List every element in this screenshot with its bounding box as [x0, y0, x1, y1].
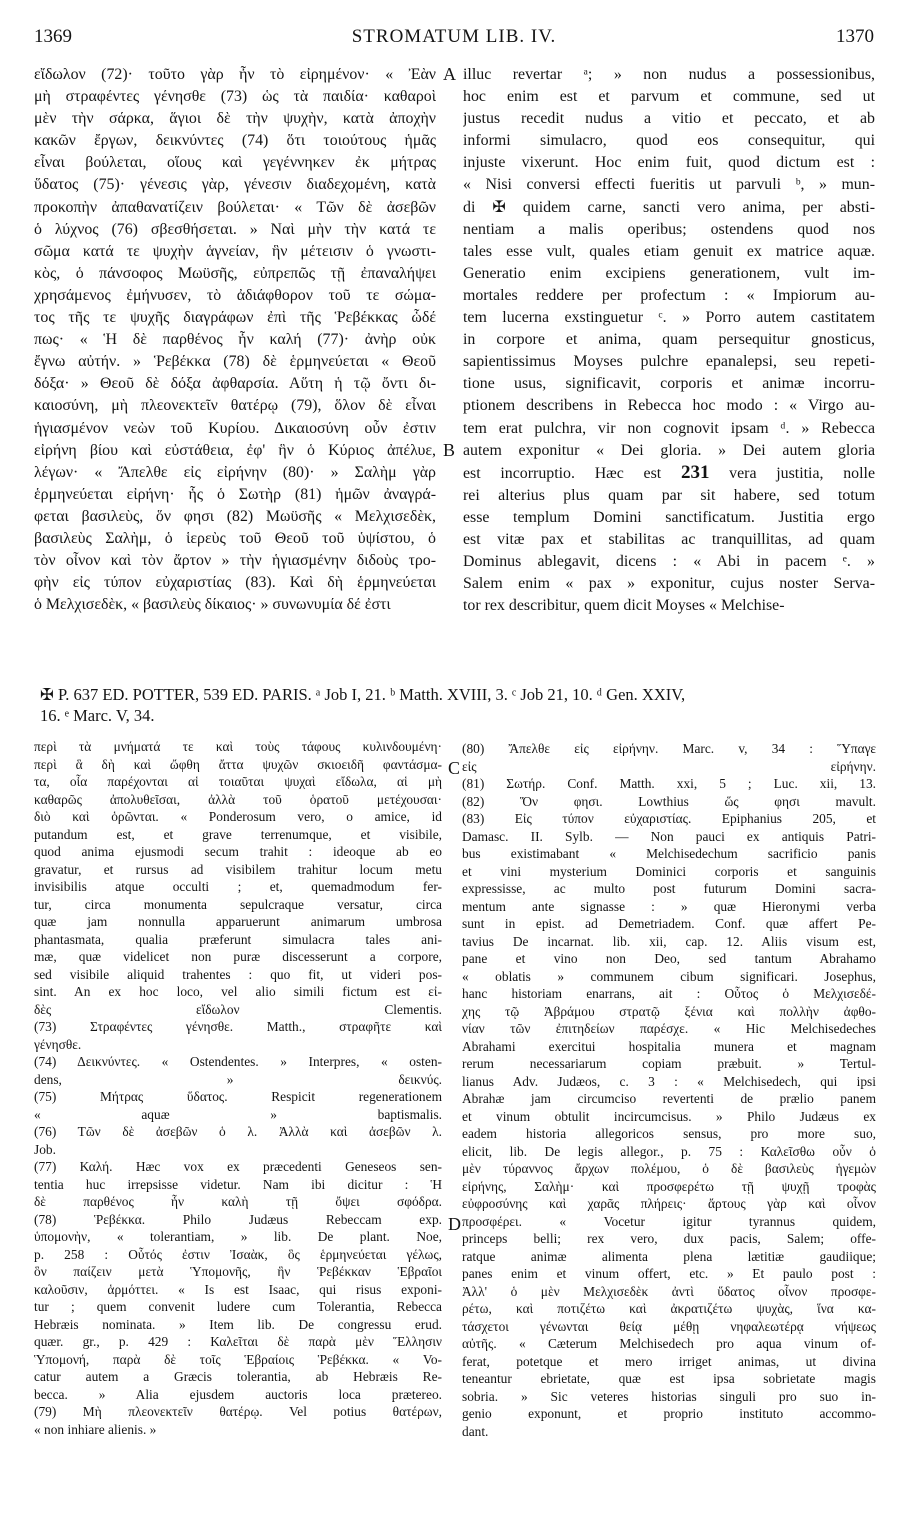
latin-text-line: Salem enim « pax » exponitur, cujus noster Serva- — [463, 575, 875, 593]
footnote-line: sint. An ex hoc loco, vel alio simili fictum est εἰ- — [34, 984, 442, 999]
footnote-line: « oblatis » communem cibum significari. Josephus, — [462, 968, 876, 984]
footnote-line: gravatur, et rursus ad visibilem trahitur locum metu — [34, 861, 442, 877]
greek-text-line: ὁ Μελχισεδὲκ, « βασιλεὺς δίκαιος· » συνωνυμία δέ ἐστι — [34, 596, 391, 614]
greek-text-line: εἴδωλον (72)· τοῦτο γὰρ ἦν τὸ εἰρημένον· « Ἐὰν — [34, 66, 436, 83]
greek-text-line: ἡγιασμένον νεὼν τοῦ Κυρίου. Δικαιοσύνη οὖν ἐστιν — [34, 419, 436, 437]
footnote-line: Hebræis nominata. » Item lib. De congressu erud. — [34, 1316, 442, 1332]
latin-text-line: tione usus, significavit, corporis et animæ incorru- — [463, 375, 875, 393]
footnote-line: tavius De incarnat. lib. xii, cap. 12. Aliis visum est, — [462, 933, 876, 949]
latin-text-line: di ✠ quidem carne, sancti vero anima, per absti- — [463, 198, 875, 216]
footnote-line: lianus Adv. Judæos, c. 3 : « Melchisedech, qui ipsi — [462, 1073, 876, 1089]
footnote-line: tur, circa monumenta sepulcraque versatur, circa — [34, 896, 442, 912]
latin-text-line: illuc revertar ᵃ; » non nudus a possessionibus, — [463, 66, 875, 83]
footnote-line: bus existimabant « Melchisedechum sacrificio panis — [462, 846, 876, 861]
edition-note-line-1: ✠ P. 637 ED. POTTER, 539 ED. PARIS. ᵃ Job I, 21. ᵇ Matth. XVIII, 3. ᶜ Job 21, 10. ᵈ Gen. XXIV, — [40, 685, 686, 704]
latin-text-line: est vitæ pax et stabilitas ac tranquillitas, ad quam — [463, 530, 875, 548]
footnote-line: Damasc. II. Sylb. — Non pauci ex antiquis Patri- — [462, 828, 876, 844]
footnote-line: τάσχετοι γένωνται θείᾳ μέθῃ νηφαλεωτέρᾳ νήψεως — [462, 1318, 876, 1334]
latin-text-segment: est incorruptio. Hæc est — [463, 464, 681, 482]
greek-text-column — [34, 64, 436, 616]
greek-text-line: κακῶν ἔργων, δεικνύντες (74) ὅτι τοιούτους ἡμᾶς — [34, 132, 436, 150]
footnote-line: (76) Τῶν δὲ ἀσεβῶν ὁ λ. Ἀλλὰ καὶ ἀσεβῶν λ. — [34, 1124, 442, 1139]
greek-text-line: πως· « Ἡ δὲ παρθένος ἦν καλή (77)· ἀνὴρ οὐκ — [34, 331, 436, 349]
latin-text-line: hoc enim est et parvum et commune, sed ut — [463, 88, 875, 106]
greek-text-line: βασιλεὺς Σαλὴμ, ὁ ἱερεὺς τοῦ Θεοῦ τοῦ ὑψίστου, ὁ — [34, 529, 436, 547]
footnote-line: becca. » Alia ejusdem auctoris loca prætereo. — [34, 1386, 442, 1402]
footnote-line: νίαν τῶν ἐπιτηδείων παρέσχε. « Hic Melchisedeches — [462, 1021, 876, 1036]
footnote-line: εἰς εἰρήνην. — [462, 758, 876, 774]
footnote-line: putandum est, et grave terrenumque, et visibile, — [34, 826, 442, 842]
latin-text-line: Dominus ablegavit, dicens : « Abi in pacem ᵉ. » — [463, 553, 875, 571]
footnote-line: panes enim et vinum offert, etc. » Et paulo post : — [462, 1266, 876, 1281]
footnote-line: (73) Στραφέντες γένησθε. Matth., στραφῆτε καὶ — [34, 1019, 442, 1034]
footnote-line: περὶ ἃ δὴ καὶ ὤφθη ἄττα ψυχῶν σκιοειδῆ φαντάσμα- — [34, 756, 442, 772]
footnote-line: ferat, potetque et mero irriget animas, ut divina — [462, 1353, 876, 1369]
edition-reference-note — [40, 684, 878, 726]
footnote-line: « non inhiare alienis. » — [34, 1421, 157, 1437]
footnote-line: Ὑπομονή, παρὰ δὲ τοῖς Ἑβραίοις Ῥεβέκκα. « Vo- — [34, 1351, 442, 1367]
greek-text-line: κὸς, ὁ πάνσοφος Μωϋσῆς, εὐπρεπῶς τῇ ἐπαναλήψει — [34, 264, 436, 282]
greek-text-line: λέγων· « Ἄπελθε εἰς εἰρήνην (80)· » Σαλὴμ γὰρ — [34, 463, 436, 481]
footnote-line: tentia huc irrepsisse videtur. Nam ibi dicitur : Ἡ — [34, 1176, 442, 1192]
footnote-line: elicit, lib. De legis allegor., p. 75 : Καλεῖσθω οὖν ὁ — [462, 1143, 876, 1159]
footnote-line: (75) Μήτρας ὕδατος. Respicit regenerationem — [34, 1089, 442, 1104]
latin-text-segment: vera justitia, nolle — [709, 464, 875, 482]
latin-text-line: « Nisi conversi effecti fueritis ut parvuli ᵇ, » mun- — [463, 176, 875, 194]
edition-note-line-2: 16. ᵉ Marc. V, 34. — [40, 706, 155, 725]
footnote-line: δὲς εἴδωλον Clementis. — [34, 1001, 442, 1017]
footnote-line: pane et vino non Deo, sed tantum Abrahamo — [462, 951, 876, 966]
latin-text-line: injuste vixerunt. Hoc enim fuit, quod dictum est : — [463, 154, 875, 172]
greek-text-line: ἔγνω αὐτήν. » Ῥεβέκκα (78) δὲ ἑρμηνεύεται « Θεοῦ — [34, 353, 436, 371]
footnote-line: εὐφροσύνης καὶ χαρᾶς πλήρεις· ἄρτους γὰρ καὶ οἶνον — [462, 1196, 876, 1211]
greek-text-line: φὴν εἰς τύπον εὐχαριστίας (83). Καὶ δὴ ἑρμηνεύεται — [34, 574, 436, 592]
latin-text-line: sapientissimus Moyses pulchre epanalepsi, seu repeti- — [463, 353, 875, 371]
footnote-line: et vini mysterium Dominici corporis et sanguinis — [462, 863, 876, 879]
greek-text-line: προκοπὴν ἀπαθανατίζειν βούλεται· « Τῶν δὲ ἀσεβῶν — [34, 198, 436, 216]
latin-text-line: autem exponitur « Dei gloria. » Dei autem gloria — [463, 441, 875, 459]
footnote-line: sunt in epist. ad Demetriadem. Conf. quæ affert Pe- — [462, 916, 876, 931]
footnote-line: phantasmata, qualia præferunt simulacra tales ani- — [34, 931, 442, 947]
footnote-line: (74) Δεικνύντες. « Ostendentes. » Interpres, « osten- — [34, 1054, 442, 1069]
latin-text-line: esse templum Domini sanctificatum. Justitia ergo — [463, 508, 875, 526]
footnote-line: Ἀλλ' ὁ μὲν Μελχισεδὲκ ἀντὶ ὕδατος οἶνον προσφε- — [462, 1283, 876, 1299]
greek-text-line: ἑρμηνεύεται εἰρήνη· ἧς ὁ Σωτὴρ (81) ἡμῶν ἀναγρά- — [34, 485, 436, 503]
footnote-line: eadem historia allegoricos sensus, pro more suo, — [462, 1126, 876, 1141]
footnote-line: ὃν παίζειν μετὰ Ὑπομονῆς, ἣν Ῥεβέκκαν Ἑβραῖοι — [34, 1264, 442, 1279]
greek-text-line: τος τῆς τε ψυχῆς διαγράφων ἐπὶ τῆς Ῥεβέκκας ὧδέ — [34, 309, 436, 327]
greek-text-line: καιοσύνη, μὴ πλεονεκτεῖν θατέρῳ (79), ὅλον δὲ εἶναι — [34, 397, 436, 415]
footnote-line: mentum ante signasse : » quæ Hieronymi verba — [462, 898, 876, 914]
footnote-line: ὑπομονὴν, « tolerantiam, » lib. De plant. Noe, — [34, 1229, 442, 1244]
footnote-line: et vinum obtulit incircumcisus. » Philo Judæus ex — [462, 1108, 876, 1124]
footnote-line: catur autem a Græcis tolerantia, ab Hebræis Re- — [34, 1369, 442, 1384]
footnote-line: p. 258 : Οὗτός ἐστιν Ἰσαὰκ, ὃς ἑρμηνεύεται γέλως, — [34, 1246, 442, 1262]
greek-text-line: μὲν τὴν σάρκα, ἅγιοι δὲ τὴν ψυχὴν, κατὰ ἀποχὴν — [34, 110, 436, 128]
latin-text-line: mortales reddere per profectum : « Impiorum au- — [463, 286, 875, 304]
footnote-line: καλοῦσιν, ἁρμόττει. « Is est Isaac, qui risus exponi- — [34, 1281, 442, 1297]
running-header — [34, 26, 874, 50]
footnote-line: (77) Καλή. Hæc vox ex præcedenti Geneseos sen- — [34, 1159, 442, 1174]
margin-letter-d: D — [448, 1214, 461, 1234]
latin-text-line: Generatio enim excipiens generationem, vult im- — [463, 264, 875, 282]
footnotes-left-column — [34, 738, 442, 1438]
latin-text-line: in corpore et anima, quam persequitur gnosticus, — [463, 331, 875, 349]
footnote-line: expressisse, ac multo post futurum Domini sacra- — [462, 881, 876, 896]
greek-text-line: εἰρήνη βίου καὶ εὐστάθεια, ἐφ' ἣν ὁ Κύριος ἀπέλυε, — [34, 441, 436, 459]
margin-letter-b: B — [443, 440, 456, 460]
margin-letter-c: C — [448, 758, 461, 778]
latin-text-line: rei alterius plus quam par sit habere, sed totum — [463, 486, 875, 504]
footnote-line: sobria. » Sic veteres historias singuli pro suo in- — [462, 1388, 876, 1404]
footnote-line: quær. gr., p. 429 : Καλεῖται δὲ παρὰ μὲν Ἕλλησιν — [34, 1334, 442, 1349]
footnotes-right-column — [462, 740, 876, 1440]
footnote-line: δὲ παρθένος ἦν καλὴ τῇ ὄψει σφόδρα. — [34, 1194, 442, 1209]
footnote-line: princeps belli; rex vero, dux pacis, Salem; offe- — [462, 1231, 876, 1246]
latin-text-line: ptionem describens in Rebecca hoc modo : « Virgo au- — [463, 397, 875, 415]
footnote-line: rerum necessariarum copiam præbuit. » Tertul- — [462, 1056, 876, 1071]
footnote-line: dant. — [462, 1423, 489, 1439]
footnote-line: (78) Ῥεβέκκα. Philo Judæus Rebeccam exp. — [34, 1211, 442, 1227]
greek-text-line: εἶναι βούλεται, οἵους καὶ γεγέννηκεν ἐκ μήτρας — [34, 154, 436, 172]
greek-text-line: χρησάμενος ἐμήνυσεν, τὸ ἀδιάφθορον τοῦ τε σώμα- — [34, 286, 436, 304]
footnote-line: τα, οἷα παρέχονται αἱ τοιαῦται ψυχαὶ εἴδωλα, αἱ μὴ — [34, 774, 442, 789]
section-marker-231: 231 — [680, 461, 710, 483]
greek-text-line: ὁ λύχνος (76) σβεσθήσεται. » Ναὶ μὴν τὴν κατά τε — [34, 220, 436, 238]
footnote-line: διὸ καὶ ὁρῶνται. « Ponderosum vero, o amice, id — [34, 809, 442, 824]
footnote-line: εἰρήνης, Σαλὴμ· καὶ προσφερέτω τῇ ψυχῇ τροφὰς — [462, 1178, 876, 1194]
footnote-line: (80) Ἄπελθε εἰς εἰρήνην. Marc. v, 34 : Ὕπαγε — [462, 741, 876, 756]
footnote-line: quæ jam nonnulla apparuerunt animarum umbrosa — [34, 914, 442, 929]
latin-text-line: tor rex describitur, quem dicit Moyses « Melchise- — [463, 597, 785, 615]
latin-text-line: tem lucerna exstinguetur ᶜ. » Porro autem castitatem — [463, 309, 875, 327]
footnote-line: (82) Ὅν φησι. Lowthius ὥς φησι mavult. — [462, 793, 876, 809]
footnote-line: ratque animæ alimenta plena lætitiæ gaudiique; — [462, 1248, 876, 1264]
footnote-line: περὶ τὰ μνήματά τε καὶ τοὺς τάφους κυλινδουμένη· — [34, 739, 442, 754]
greek-text-line: ὕδατος (75)· γένεσις γὰρ, γένεσιν διαδεχομένη, κατὰ — [34, 176, 436, 194]
page-number-left: 1369 — [34, 26, 72, 47]
footnote-line: teneantur ebrietate, quæ est ipsa sobrietate magis — [462, 1371, 876, 1386]
footnote-line: mæ, quæ videlicet non puræ discesserunt a corpore, — [34, 949, 442, 964]
footnote-line: γένησθε. — [34, 1036, 82, 1052]
footnote-line: sed visibile aliquid trahentes : quo fit, ut videri pos- — [34, 966, 442, 982]
margin-letter-a: A — [443, 64, 456, 84]
footnote-line: tur ; quem convenit ludere cum Tolerantia, Rebecca — [34, 1299, 442, 1314]
latin-text-line: justus recedit nudus a vitio et peccato, et ab — [463, 110, 875, 128]
latin-text-column — [463, 64, 875, 617]
greek-text-line: σῶμα κατά τε ψυχὴν ἁγνείαν, ἣν μέτεισιν ὁ γνωστι- — [34, 242, 436, 260]
footnote-line: καθαρῶς ἀπολυθεῖσαι, ἀλλὰ τοῦ ὁρατοῦ μετέχουσαι· — [34, 791, 442, 807]
footnote-line: (81) Σωτήρ. Conf. Matth. xxi, 5 ; Luc. xii, 13. — [462, 776, 876, 791]
footnote-line: dens, » δεικνύς. — [34, 1071, 442, 1087]
page-number-right: 1370 — [836, 26, 874, 47]
footnote-line: Abrahæ jam circumciso revertenti de prælio panem — [462, 1091, 876, 1106]
latin-text-line — [463, 462, 875, 485]
footnote-line: quod anima ejusmodi secum trahit : ideoque ab eo — [34, 844, 442, 859]
footnote-line: genio exponunt, et proprio instituto accommo- — [462, 1406, 876, 1421]
footnote-line: invisibilis atque occulti ; et, quemadmodum fer- — [34, 879, 442, 894]
latin-text-line: nentiam a malis operibus; ostendens quod nos — [463, 220, 875, 238]
footnote-line: μὲν τύραννος ἄρχων πολέμου, ὁ δὲ βασιλεὺς ἡγεμὼν — [462, 1161, 876, 1176]
greek-text-line: τὸν οἶνον καὶ τὸν ἄρτον » τὴν ἡγιασμένην διδοὺς τρο- — [34, 552, 436, 570]
footnote-line: αὐτῆς. « Cæterum Melchisedech pro aqua vinum of- — [462, 1336, 876, 1351]
greek-text-line: δόξα· » Θεοῦ δὲ δόξα ἀφθαρσία. Αὕτη ἡ τῷ ὄντι δι- — [34, 375, 436, 393]
footnote-line: Abrahami exercitui hospitalia munera et magnam — [462, 1038, 876, 1054]
greek-text-line: μὴ στραφέντες γένησθε (73) ὡς τὰ παιδία· καθαροὶ — [34, 88, 436, 106]
latin-text-line: tem erat pulchra, vir non cognovit ipsam ᵈ. » Rebecca — [463, 419, 875, 437]
footnote-line: Job. — [34, 1141, 56, 1157]
footnote-line: ρέτω, καὶ ποτιζέτω καὶ ἀκρατιζέτω ψυχὰς, ἵνα κα- — [462, 1301, 876, 1316]
running-title: STROMATUM LIB. IV. — [351, 26, 557, 47]
footnote-line: προσφέρει. « Vocetur igitur tyrannus quidem, — [462, 1213, 876, 1229]
footnote-line: (83) Εἰς τύπον εὐχαριστίας. Epiphanius 205, et — [462, 811, 876, 826]
latin-text-line: informi simulacro, quod eos consequitur, qui — [463, 132, 875, 150]
latin-text-line: tales esse vult, quales etiam genuit ex matrice aquæ. — [463, 242, 875, 260]
footnote-line: hanc historiam enarrans, ait : Οὗτος ὁ Μελχισεδέ- — [462, 986, 876, 1001]
footnote-line: χης τῷ Ἀβράμου στρατῷ ξένια καὶ πολλὴν ἀφθο- — [462, 1003, 876, 1019]
footnote-line: « aquæ » baptismalis. — [34, 1106, 442, 1122]
greek-text-line: φεται βασιλεὺς, ὅν φησι (82) Μωϋσῆς « Μελχισεδὲκ, — [34, 507, 436, 525]
footnote-line: (79) Μὴ πλεονεκτεῖν θατέρῳ. Vel potius θατέρων, — [34, 1404, 442, 1419]
